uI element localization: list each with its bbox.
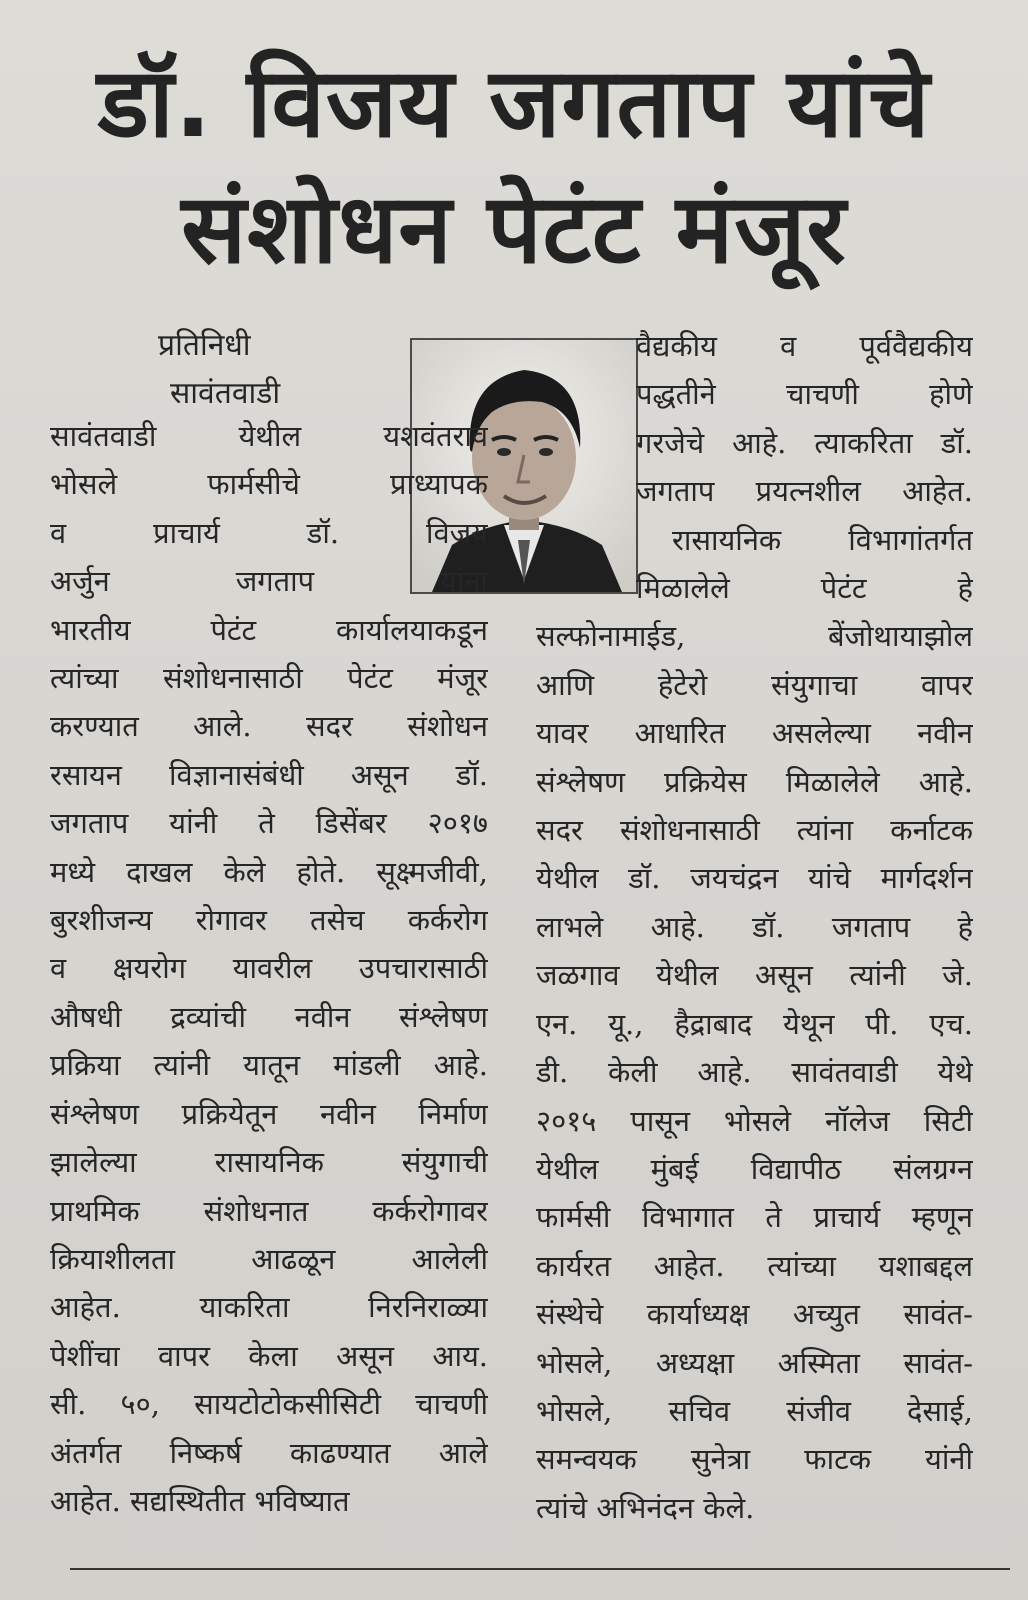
column-right-line: संस्थेचे कार्याध्यक्ष अच्युत सावंत- [536, 1297, 973, 1332]
column-left-line: आहेत. याकरिता निरनिराळ्या [50, 1290, 488, 1325]
byline-reporter: प्रतिनिधी [158, 328, 251, 363]
column-right-line: एन. यू., हैद्राबाद येथून पी. एच. [536, 1006, 973, 1041]
column-right-line: भोसले, अध्यक्षा अस्मिता सावंत- [536, 1345, 973, 1380]
headline-line-1: डॉ. विजय जगताप यांचे [97, 47, 931, 159]
column-left-line: पेशींचा वापर केला असून आय. [50, 1338, 488, 1373]
column-left-line: अर्जुन जगताप यांना [50, 564, 488, 599]
column-right-line: रासायनिक विभागांतर्गत [672, 522, 973, 557]
column-right-line: लाभले आहे. डॉ. जगताप हे [536, 909, 973, 944]
column-right-line: सल्फोनामाईड, बेंजोथायाझोल [536, 619, 973, 654]
byline-place: सावंतवाडी [170, 376, 281, 411]
column-left-line: करण्यात आले. सदर संशोधन [50, 709, 488, 744]
column-right-line: फार्मसी विभागात ते प्राचार्य म्हणून [536, 1200, 973, 1235]
column-right-line: २०१५ पासून भोसले नॉलेज सिटी [536, 1103, 973, 1138]
article-column-right [536, 322, 973, 1532]
headline [0, 40, 1028, 292]
column-left-line: त्यांच्या संशोधनासाठी पेटंट मंजूर [50, 661, 488, 696]
column-left-line: संश्लेषण प्रक्रियेतून नवीन निर्माण [50, 1096, 488, 1131]
article-column-left [50, 412, 488, 1525]
column-right-line: पद्धतीने चाचणी होणे [636, 377, 973, 412]
column-left-line: सावंतवाडी येथील यशवंतराव [50, 419, 488, 453]
column-left-line: झालेल्या रासायनिक संयुगाची [50, 1145, 488, 1180]
column-left-line: रसायन विज्ञानासंबंधी असून डॉ. [50, 757, 488, 792]
headline-line-2: संशोधन पेटंट मंजूर [181, 173, 847, 285]
column-left-line: भोसले फार्मसीचे प्राध्यापक [50, 467, 488, 502]
column-left-line: मध्ये दाखल केले होते. सूक्ष्मजीवी, [50, 854, 488, 889]
column-right-line: सदर संशोधनासाठी त्यांना कर्नाटक [536, 813, 973, 848]
column-right-line: जळगाव येथील असून त्यांनी जे. [536, 958, 973, 993]
column-right-line: वैद्यकीय व पूर्ववैद्यकीय [636, 329, 973, 363]
column-right-line: संश्लेषण प्रक्रियेस मिळालेले आहे. [536, 764, 973, 799]
column-right-line: आणि हेटेरो संयुगाचा वापर [536, 667, 973, 702]
column-left-line: भारतीय पेटंट कार्यालयाकडून [50, 612, 488, 647]
column-left-line: व क्षयरोग यावरील उपचारासाठी [50, 951, 488, 986]
column-left-line: क्रियाशीलता आढळून आलेली [50, 1241, 488, 1276]
bottom-rule [70, 1568, 1010, 1570]
column-left-line: औषधी द्रव्यांची नवीन संश्लेषण [50, 999, 488, 1034]
column-left-line: बुरशीजन्य रोगावर तसेच कर्करोग [50, 903, 488, 938]
column-left-line: जगताप यांनी ते डिसेंबर २०१७ [50, 806, 488, 841]
column-right-line: येथील डॉ. जयचंद्रन यांचे मार्गदर्शन [536, 861, 973, 896]
column-right-line: जगताप प्रयत्नशील आहेत. [636, 474, 973, 509]
byline [150, 322, 400, 418]
column-right-line: समन्वयक सुनेत्रा फाटक यांनी [536, 1442, 973, 1477]
column-right-line: भोसले, सचिव संजीव देसाई, [536, 1393, 973, 1428]
column-right-line: येथील मुंबई विद्यापीठ संलग्रग्न [536, 1151, 973, 1186]
column-right-line: मिळालेले पेटंट हे [636, 571, 973, 606]
column-right-line: कार्यरत आहेत. त्यांच्या यशाबद्दल [536, 1248, 973, 1283]
column-left-line: व प्राचार्य डॉ. विजय [50, 515, 488, 550]
column-left-line: प्रक्रिया त्यांनी यातून मांडली आहे. [50, 1048, 488, 1083]
column-left-line: आहेत. सद्यस्थितीत भविष्यात [50, 1483, 350, 1518]
column-left-line: अंतर्गत निष्कर्ष काढण्यात आले [50, 1435, 488, 1470]
column-left-line: प्राथमिक संशोधनात कर्करोगावर [50, 1193, 488, 1228]
column-right-line: यावर आधारित असलेल्या नवीन [536, 716, 973, 751]
column-right-line: डी. केली आहे. सावंतवाडी येथे [536, 1055, 973, 1090]
column-left-line: सी. ५०, सायटोटोकसीसिटी चाचणी [50, 1387, 488, 1422]
column-right-line: गरजेचे आहे. त्याकरिता डॉ. [636, 425, 973, 460]
column-right-line: त्यांचे अभिनंदन केले. [536, 1490, 755, 1525]
